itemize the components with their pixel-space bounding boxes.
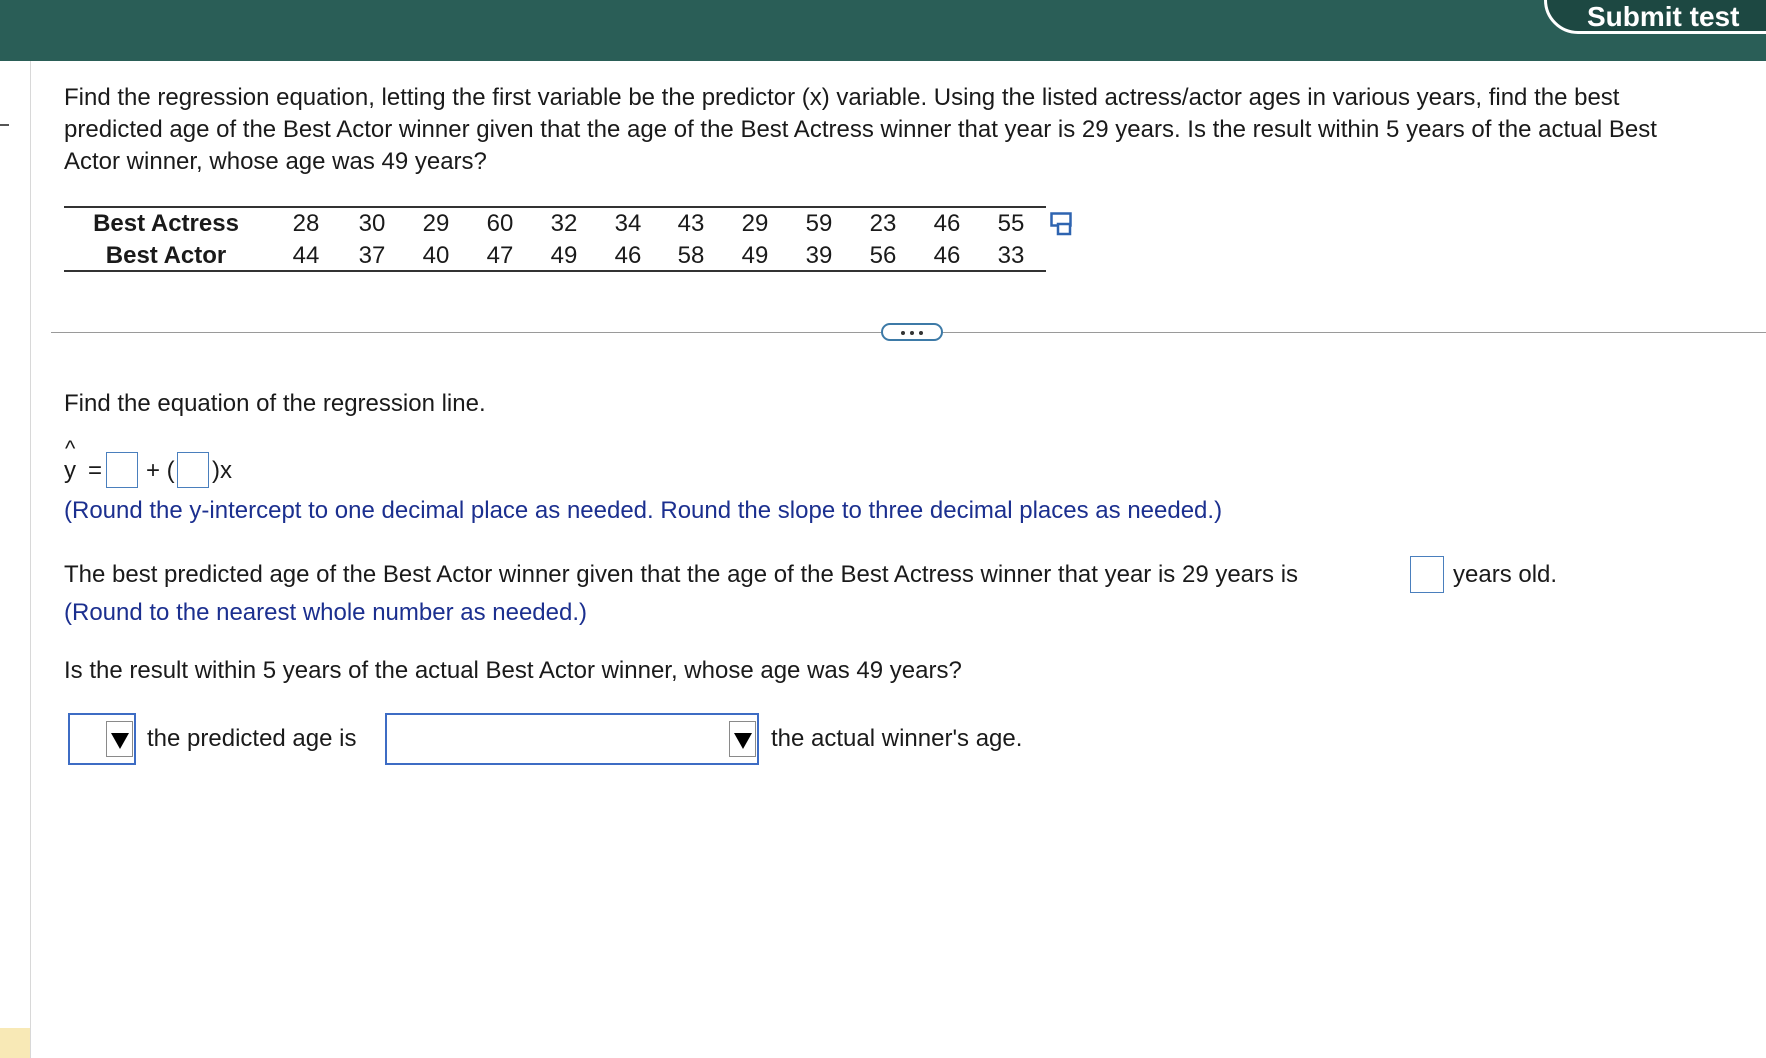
submit-test-button[interactable]: Submit test: [1544, 0, 1766, 34]
table-cell: 34: [614, 210, 642, 237]
ellipsis-icon: [919, 331, 923, 335]
part3-middle-text: the predicted age is: [147, 725, 357, 752]
triangle-down-icon: [106, 721, 133, 757]
table-cell: 58: [677, 242, 705, 269]
part1-hint: (Round the y-intercept to one decimal place as needed. Round the slope to three decimal places as needed.): [64, 497, 1223, 524]
table-cell: 33: [997, 242, 1025, 269]
table-cell: 32: [550, 210, 578, 237]
table-cell: 23: [869, 210, 897, 237]
question-line: Actor winner, whose age was 49 years?: [64, 148, 487, 175]
table-cell: 46: [933, 210, 961, 237]
triangle-down-icon: [729, 721, 756, 757]
ellipsis-icon: [910, 331, 914, 335]
part1-prompt: Find the equation of the regression line.: [64, 390, 486, 417]
data-table: [64, 206, 1046, 272]
copy-data-icon[interactable]: [1050, 212, 1076, 236]
table-cell: 37: [358, 242, 386, 269]
row-label-best-actress: Best Actress: [93, 210, 239, 237]
question-line: predicted age of the Best Actor winner given that the age of the Best Actress winner that year is 29 years. Is the result within 5 years of the actual Best: [64, 116, 1657, 143]
top-header-bar: [0, 0, 1766, 61]
table-cell: 55: [997, 210, 1025, 237]
table-cell: 60: [486, 210, 514, 237]
plus-paren: + (: [146, 457, 175, 484]
left-panel-divider: [30, 61, 31, 1058]
close-paren-x: )x: [212, 457, 232, 484]
equals-sign: =: [88, 457, 103, 484]
part2-suffix: years old.: [1453, 561, 1558, 588]
table-cell: 46: [933, 242, 961, 269]
slope-input[interactable]: [177, 452, 209, 488]
table-cell: 46: [614, 242, 642, 269]
predicted-age-input[interactable]: [1410, 556, 1444, 593]
table-cell: 44: [292, 242, 320, 269]
row-label-best-actor: Best Actor: [105, 242, 227, 269]
y-hat-letter: y: [64, 457, 76, 484]
relation-dropdown[interactable]: [385, 713, 759, 765]
table-cell: 29: [741, 210, 769, 237]
table-cell: 43: [677, 210, 705, 237]
left-panel-highlight: [0, 1028, 30, 1058]
comparison-dropdown[interactable]: [68, 713, 136, 765]
y-hat-symbol: [64, 436, 76, 486]
part2-prompt: The best predicted age of the Best Actor winner given that the age of the Best Actress winner that year is 29 years is: [64, 561, 1299, 588]
table-cell: 49: [550, 242, 578, 269]
table-cell: 59: [805, 210, 833, 237]
part3-end-text: the actual winner's age.: [771, 725, 1023, 752]
table-cell: 40: [422, 242, 450, 269]
ellipsis-icon: [901, 331, 905, 335]
table-cell: 49: [741, 242, 769, 269]
table-cell: 39: [805, 242, 833, 269]
hat-accent: ^: [65, 436, 76, 461]
question-text: [64, 82, 1766, 178]
question-line: Find the regression equation, letting the first variable be the predictor (x) variable. Using the listed actress/actor ages in various years, find the best: [64, 84, 1620, 111]
show-more-button[interactable]: [881, 323, 943, 341]
part3-prompt: Is the result within 5 years of the actual Best Actor winner, whose age was 49 years?: [64, 657, 962, 684]
table-cell: 56: [869, 242, 897, 269]
table-row-best-actress: [64, 208, 1046, 240]
table-row-best-actor: [64, 240, 1046, 272]
table-cell: 30: [358, 210, 386, 237]
table-cell: 28: [292, 210, 320, 237]
table-cell: 29: [422, 210, 450, 237]
intercept-input[interactable]: [106, 452, 138, 488]
table-cell: 47: [486, 242, 514, 269]
part2-hint: (Round to the nearest whole number as needed.): [64, 599, 587, 626]
left-panel-marker: [0, 124, 9, 126]
